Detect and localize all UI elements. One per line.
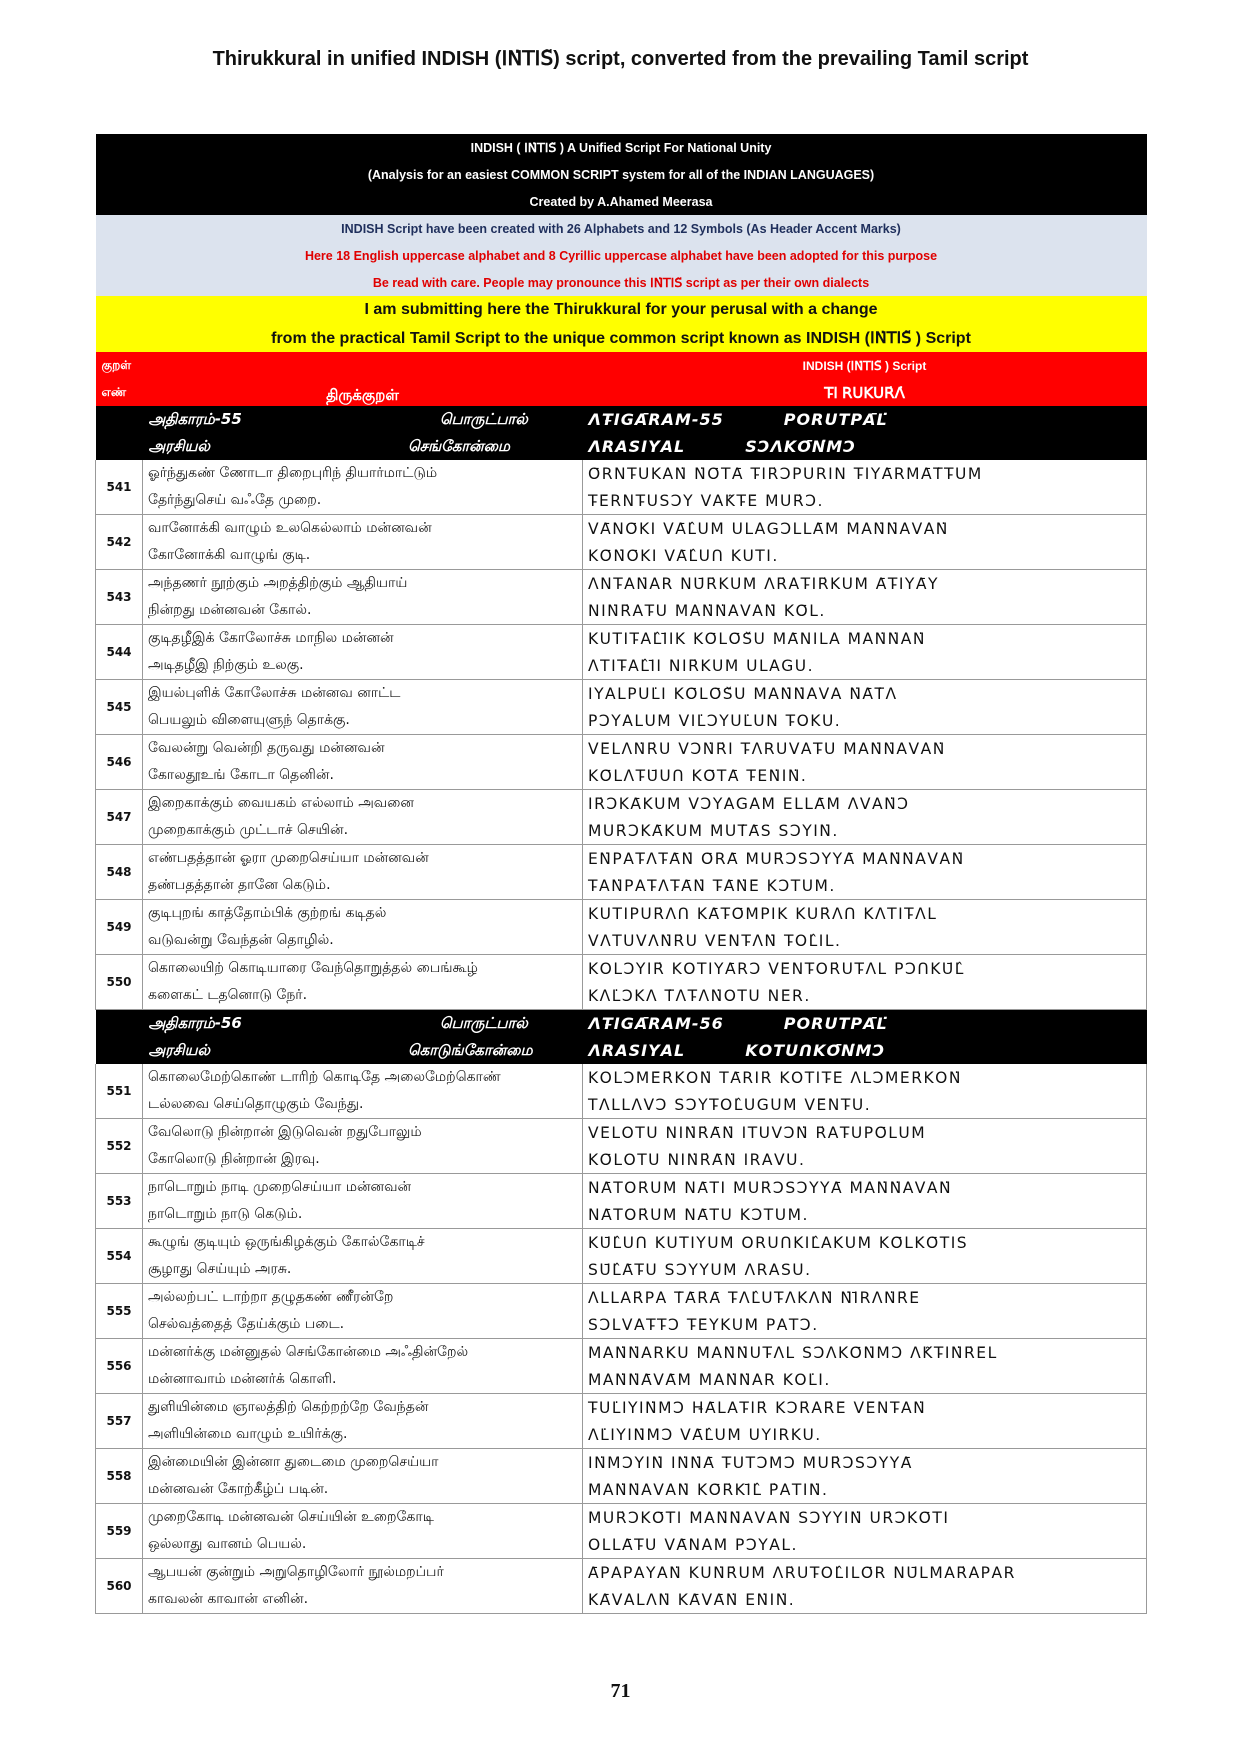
kural-number: 554 [96, 1229, 143, 1284]
header-tamil: திருக்குறள் [143, 352, 583, 406]
kural-indish-line-2: ꓗꓮ̄ꓦꓮꓡꓥꓠ̇ ꓗꓮ̄ꓦꓮ̄ꓠ̇ ꓰꓠ̇ꓲꓠ̇. [583, 1586, 1147, 1614]
kural-tamil-line-2: கோனோக்கி வாழுங் குடி. [143, 542, 583, 570]
kural-row [96, 927, 1147, 955]
kural-row [96, 487, 1147, 515]
kural-row [96, 1586, 1147, 1614]
kural-indish-line-2: ꓠꓲꓠ̇ꓣ̇ꓮꓔ̵ꓴ ꓟꓮꓠ̇ꓠ̇ꓮꓦꓮꓠ̇ ꓗꓳ̄ꓡ. [583, 597, 1147, 625]
kural-number: 543 [96, 570, 143, 625]
kural-tamil-line-2: தண்பதத்தான் தானே கெடும். [143, 872, 583, 900]
header-number-bottom: எண் [96, 379, 143, 406]
kural-tamil-line-2: மன்னாவாம் மன்னர்க் கொளி. [143, 1366, 583, 1394]
kural-row [96, 872, 1147, 900]
kural-number: 548 [96, 845, 143, 900]
kural-indish-line-2: ꓔꓥꓡꓡꓥꓦꓛ ꓢꓛꓬꓔ̵ꓳꓡ̂ꓴꓖꓴꓟ ꓦꓰ̄ꓠꓔ̵ꓴ. [583, 1091, 1147, 1119]
kural-tamil-line-2: கோலொடு நின்றான் இரவு. [143, 1146, 583, 1174]
kural-row [96, 1064, 1147, 1091]
kural-tamil-line-1: மன்னர்க்கு மன்னுதல் செங்கோன்மை அஃதின்றேல் [143, 1339, 583, 1367]
info-alphabet-note: INDISH Script have been created with 26 Alphabets and 12 Symbols (As Header Accent Marks) [96, 215, 1147, 242]
kural-row [96, 1091, 1147, 1119]
kural-indish-line-2: ꓗꓳ̄ꓡꓥꓔ̵ꓴ̄ꓴꓵ ꓗꓳ̄ꓔꓮ̄ ꓔ̵ꓰꓠ̇ꓲꓠ̇. [583, 762, 1147, 790]
kural-tamil-line-1: துளியின்மை ஞாலத்திற் கெற்றற்றே வேந்தன் [143, 1394, 583, 1422]
kural-row [96, 1146, 1147, 1174]
info-dialect-note: Be read with care. People may pronounce this ꓲꓠ̇ꓔꓲꓢ̃ script as per their own dialects [96, 269, 1147, 296]
kural-tamil-line-1: இயல்புளிக் கோலோச்சு மன்னவ னாட்ட [143, 680, 583, 708]
chapter-tamil-cell [143, 1010, 583, 1038]
kural-number: 555 [96, 1284, 143, 1339]
kural-number: 542 [96, 515, 143, 570]
kural-tamil-line-2: நின்றது மன்னவன் கோல். [143, 597, 583, 625]
kural-tamil-line-2: அளியின்மை வாழும் உயிர்க்கு. [143, 1421, 583, 1449]
chapter-number-cell [96, 406, 143, 433]
kural-row [96, 790, 1147, 818]
chapter-tamil-section: செங்கோன்மை [407, 436, 510, 455]
kural-indish-line-2: ꓢꓛꓡꓦꓮꓔ̵ꓔ̵ꓛ ꓔ̵ꓰ̄ꓬꓗꓴꓟ ꓑꓮꓔꓛ. [583, 1311, 1147, 1339]
kural-indish-line-2: ꓔ̵ꓰ̄ꓣꓠꓔ̵ꓴꓢꓛꓬ ꓦꓮꓗ̃ꓔ̵ꓰ̄ ꓟꓴꓣ̇ꓛ. [583, 487, 1147, 515]
kural-tamil-line-1: ஆபயன் குன்றும் அறுதொழிலோர் நூல்மறப்பர் [143, 1559, 583, 1587]
kural-row [96, 542, 1147, 570]
kural-number: 550 [96, 955, 143, 1010]
chapter-indish-label: ꓥꓔ̵ꓲꓖꓮ̄ꓣꓮꓟ-55 [588, 410, 724, 429]
kural-indish-line-1: ꓲꓣ̇ꓛꓗꓮ̄ꓗꓴꓟ ꓦꓛꓬꓮꓖꓮꓟ ꓰꓡꓡꓮ̄ꓟ ꓥꓦꓮꓠ̇ꓛ [583, 790, 1147, 818]
kural-indish-line-1: ꓗꓳꓡꓛꓬꓲꓣ̇ ꓗꓳꓔꓲꓬꓮ̄ꓣꓛ ꓦꓰ̄ꓠꓔ̵ꓳꓣ̇ꓴꓔ̵ꓥꓡ ꓑꓛꓵꓗꓴ̄ꓡ̂ [583, 955, 1147, 983]
chapter-number-cell [96, 1037, 143, 1064]
kural-number: 553 [96, 1174, 143, 1229]
chapter-indish-section: ꓗꓳꓔꓴꓵꓗꓳ̄ꓠ̇ꓟꓛ [745, 1041, 886, 1060]
kural-tamil-line-2: அடிதழீஇ நிற்கும் உலகு. [143, 652, 583, 680]
kural-row [96, 1339, 1147, 1367]
chapter-number-cell [96, 433, 143, 460]
kural-indish-line-2: ꓟꓮꓠ̇ꓠ̇ꓮꓦꓮꓠ̇ ꓗꓳ̄ꓣ̇ꓗꓲ̄ꓡ̂ ꓑ̇ꓮꓔꓲꓠ̇. [583, 1476, 1147, 1504]
kural-tamil-line-1: குடிபுறங் காத்தோம்பிக் குற்றங் கடிதல் [143, 900, 583, 928]
kural-indish-line-1: ꓗꓴ̄ꓡ̂ꓴꓵ ꓗꓴꓔꓲꓬꓴꓟ ꓳꓣꓴꓵꓗꓲꓡ̂ꓮꓗꓴꓟ ꓗꓳ̄ꓡꓗꓳ̄ꓔꓲꓢ [583, 1229, 1147, 1257]
kural-tamil-line-1: அல்லற்பட் டாற்றா தழுதகண் ணீரன்றே [143, 1284, 583, 1312]
banner-author: Created by A.Ahamed Meerasa [96, 188, 1147, 215]
kural-row [96, 1119, 1147, 1147]
chapter-tamil-section: பொருட்பால் [439, 1013, 528, 1032]
chapter-tamil-label: அதிகாரம்-55 [148, 409, 242, 428]
kural-tamil-line-2: களைகட் டதனொடு நேர். [143, 982, 583, 1010]
kural-indish-line-1: ꓦꓮ̄ꓠꓳ̄ꓗꓲ ꓦꓮ̄ꓡ̂ꓴꓟ ꓴꓡꓮꓖꓛꓡꓡꓮ̄ꓟ ꓟꓮꓠ̇ꓠ̇ꓮꓦꓮꓠ̇ [583, 515, 1147, 543]
kural-tamil-line-2: கோலதூஉங் கோடா தெனின். [143, 762, 583, 790]
kural-indish-line-1: ꓲꓠ̇ꓟꓛꓬꓲꓠ̇ ꓲꓠ̇ꓠ̇ꓮ̄ ꓔ̵ꓴꓔꓛꓟꓛ ꓟꓴꓣ̇ꓛꓢꓛꓬꓬꓮ̄ [583, 1449, 1147, 1477]
chapter-tamil-label: அதிகாரம்-56 [148, 1013, 242, 1032]
kural-indish-line-2: ꓗꓥꓡ̇ꓛꓗꓥ ꓔ̇ꓥꓔ̵ꓥꓠ̇ꓳꓔꓴ ꓠꓰ̄ꓣ. [583, 982, 1147, 1010]
kural-indish-line-2: ꓟꓮꓠ̇ꓠ̇ꓮ̄ꓦꓮ̄ꓟ ꓟꓮꓠ̇ꓠ̇ꓮꓣ ꓗꓳꓡ̇ꓲ. [583, 1366, 1147, 1394]
kural-indish-line-1: ꓦꓰ̄ꓡꓳꓔꓴ ꓠꓲꓠ̇ꓣ̇ꓮ̄ꓠ̇ ꓲꓔꓴꓦꓛꓠ̇ ꓣ̇ꓮꓔ̵ꓴꓑꓳ̄ꓡꓴꓟ [583, 1119, 1147, 1147]
kural-indish-line-1: ꓲꓬꓮꓡꓑꓴꓡ̇ꓲ ꓗꓳ̄ꓡꓳ̄ꓢ̌ꓴ ꓟꓮꓠ̇ꓠ̇ꓮꓦꓮ ꓠ̇ꓮ̄ꓔ̇ꓥ [583, 680, 1147, 708]
kural-indish-line-2: ꓳꓡꓡꓮ̄ꓔ̵ꓴ ꓦꓮ̄ꓠꓮꓟ ꓑꓛꓬꓮꓡ. [583, 1531, 1147, 1559]
chapter-indish-section: ꓑꓳꓣꓴꓔꓑꓮ̄ꓡ̇ [783, 1014, 888, 1033]
kural-row [96, 570, 1147, 598]
kural-tamil-line-2: வடுவன்று வேந்தன் தொழில். [143, 927, 583, 955]
kural-indish-line-2: ꓠꓮ̄ꓔꓳꓣ̇ꓴꓟ ꓠꓮ̄ꓔꓴ ꓗꓛꓔꓴꓟ. [583, 1201, 1147, 1229]
chapter-tamil-section: பொருட்பால் [439, 409, 528, 428]
chapter-indish-section: ꓑꓳꓣꓴꓔꓑꓮ̄ꓡ̇ [783, 410, 888, 429]
chapter-indish-cell [583, 406, 1147, 433]
kural-tamil-line-1: முறைகோடி மன்னவன் செய்யின் உறைகோடி [143, 1504, 583, 1532]
header-indish-top: INDISH (ꓲꓠ̇ꓔꓲꓢ̃ ) Script [583, 352, 1147, 379]
kural-tamil-line-2: ஒல்லாது வானம் பெயல். [143, 1531, 583, 1559]
kural-indish-line-1: ꓟꓮꓠ̇ꓠ̇ꓮꓣꓗꓴ ꓟꓮꓠ̇ꓠ̇ꓴꓔ̵ꓥꓡ ꓢꓛꓥꓗꓳ̄ꓠ̇ꓟꓛ ꓥꓗ̃ꓔ̵ꓲꓠ̇ꓣ̇ꓰ̄ꓡ [583, 1339, 1147, 1367]
kural-indish-line-1: ꓗꓴꓔꓲꓔ̵ꓮꓡ̂ꓲ̄ꓲꓗ ꓗꓳ̄ꓡꓳ̄ꓢ̌ꓴ ꓟꓮ̄ꓠꓲꓡꓮ ꓟꓮꓠ̇ꓠ̇ꓮꓠ̇ [583, 625, 1147, 653]
kural-indish-line-2: ꓑꓛꓬꓮꓡꓴꓟ ꓦꓲꓡ̇ꓛꓬꓴꓡ̇ꓴꓠ ꓔ̵ꓳꓗꓴ. [583, 707, 1147, 735]
kural-tamil-line-2: பெயலும் விளையுளுந் தொக்கு. [143, 707, 583, 735]
kural-number: 545 [96, 680, 143, 735]
header-indish-bottom: ꓔ̵ꓲ ꓣꓴꓗꓴꓣ̇ꓥ̇ [583, 379, 1147, 406]
kural-row [96, 1229, 1147, 1257]
banner-subtitle: (Analysis for an easiest COMMON SCRIPT system for all of the INDIAN LANGUAGES) [96, 161, 1147, 188]
chapter-tamil-label: அரசியல் [148, 436, 210, 455]
kural-row [96, 597, 1147, 625]
kural-indish-line-2: ꓟꓴꓣ̇ꓛꓗꓮ̄ꓗꓴꓟ ꓟꓴꓔ̇ꓮ̄ꓢ ꓢꓛꓬꓲꓠ̇. [583, 817, 1147, 845]
kural-row [96, 707, 1147, 735]
kural-row [96, 955, 1147, 983]
kural-number: 546 [96, 735, 143, 790]
kural-tamil-line-1: கொலையிற் கொடியாரை வேந்தொறுத்தல் பைங்கூழ் [143, 955, 583, 983]
kural-row [96, 735, 1147, 763]
kural-row [96, 1174, 1147, 1202]
kural-row [96, 680, 1147, 708]
chapter-indish-cell [583, 1010, 1147, 1038]
chapter-header-row [96, 406, 1147, 433]
kural-tamil-line-2: நாடொறும் நாடு கெடும். [143, 1201, 583, 1229]
kural-tamil-line-2: மன்னவன் கோற்கீழ்ப் படின். [143, 1476, 583, 1504]
kural-tamil-line-2: தேர்ந்துசெய் வஃதே முறை. [143, 487, 583, 515]
chapter-indish-section: ꓢꓛꓥꓗꓳ̄ꓠ̇ꓟꓛ [745, 437, 856, 456]
kural-indish-line-1: ꓰꓠ̇ꓑꓮꓔ̵ꓥꓔ̵ꓮ̄ꓠ̇ ꓳ̄ꓣꓮ̄ ꓟꓴꓣ̇ꓛꓢꓛꓬꓬꓮ̄ ꓟꓮꓠ̇ꓠ̇ꓮꓦꓮꓠ̇ [583, 845, 1147, 873]
kural-tamil-line-2: சூழாது செய்யும் அரசு. [143, 1256, 583, 1284]
chapter-indish-label: ꓥꓣꓮꓢꓲꓬꓮꓡ [588, 437, 686, 456]
kural-indish-line-1: ꓦꓰ̄ꓡꓥꓠ̇ꓣ̇ꓴ ꓦꓛꓠ̇ꓣ̇ꓲ ꓔ̵ꓥꓣꓴꓦꓮꓔ̵ꓴ ꓟꓮꓠ̇ꓠ̇ꓮꓦꓮꓠ̇ [583, 735, 1147, 763]
chapter-indish-cell [583, 1037, 1147, 1064]
kural-row [96, 817, 1147, 845]
kural-tamil-line-1: கொலைமேற்கொண் டாரிற் கொடிதே அலைமேற்கொண் [143, 1064, 583, 1091]
kural-tamil-line-1: அந்தணர் நூற்கும் அறத்திற்கும் ஆதியாய் [143, 570, 583, 598]
kural-indish-line-1: ꓥꓠꓔ̵ꓮꓠ̇ꓮꓣ ꓠꓴ̄ꓣ̇ꓗꓴꓟ ꓥꓣ̇ꓮꓔ̵ꓲꓣ̇ꓗꓴꓟ ꓮ̄ꓔ̵ꓲꓬꓮ̄ꓬ [583, 570, 1147, 598]
kural-row [96, 762, 1147, 790]
kural-row [96, 625, 1147, 653]
kural-row [96, 1394, 1147, 1422]
kural-row [96, 460, 1147, 487]
kural-row [96, 515, 1147, 543]
kural-indish-line-1: ꓗꓴꓔꓲꓑꓴꓣ̇ꓥꓵ ꓗꓮ̄ꓔ̵ꓳ̄ꓟꓑꓲꓗ ꓗꓴꓣ̇ꓥꓵ ꓗꓥꓔꓲꓔ̵ꓥꓡ [583, 900, 1147, 928]
chapter-indish-cell [583, 433, 1147, 460]
kural-tamil-line-1: நாடொறும் நாடி முறைசெய்யா மன்னவன் [143, 1174, 583, 1202]
kural-number: 547 [96, 790, 143, 845]
kural-indish-line-1: ꓟꓴꓣ̇ꓛꓗꓳ̄ꓔꓲ ꓟꓮꓠ̇ꓠ̇ꓮꓦꓮꓠ̇ ꓢꓛꓬꓬꓲꓠ̇ ꓴꓣ̇ꓛꓗꓳ̄ꓔꓲ [583, 1504, 1147, 1532]
kural-tamil-line-1: இறைகாக்கும் வையகம் எல்லாம் அவனை [143, 790, 583, 818]
kural-indish-line-1: ꓗꓳꓡꓛꓟꓰ̄ꓣ̇ꓗꓳꓠ̇ ꓔꓮ̄ꓣꓲꓣ̇ ꓗꓳꓔꓲꓔ̵ꓰ̄ ꓥꓡꓛꓟꓰ̄ꓣ̇ꓗꓳꓠ̇ [583, 1064, 1147, 1091]
kural-number: 557 [96, 1394, 143, 1449]
kural-tamil-line-1: வேலொடு நின்றான் இடுவென் றதுபோலும் [143, 1119, 583, 1147]
kural-indish-line-2: ꓢꓴ̄ꓡ̂ꓮ̄ꓔ̵ꓴ ꓢꓛꓬꓬꓴꓟ ꓥꓣꓮꓢꓴ. [583, 1256, 1147, 1284]
kural-indish-line-2: ꓥꓔꓲꓔ̵ꓮꓡ̂ꓲ̄ꓲ ꓠꓲꓣ̇ꓗꓴꓟ ꓴꓡꓮꓖꓴ. [583, 652, 1147, 680]
kural-indish-line-2: ꓗꓳ̄ꓠ̇ꓳ̄ꓗꓲ ꓦꓮ̄ꓡ̂ꓴꓵ ꓗꓴꓔꓲ. [583, 542, 1147, 570]
kural-indish-line-1: ꓮ̄ꓑꓮꓑꓮꓬꓮꓠ̇ ꓗꓴꓠ̇ꓣ̇ꓴꓟ ꓥꓣ̇ꓴꓔ̵ꓳꓡ̂ꓲꓡꓳ̄ꓣ ꓠꓴ̄ꓡꓟꓮꓣ̇ꓮꓑꓮꓣ [583, 1559, 1147, 1587]
kural-indish-line-2: ꓗꓳ̄ꓡꓳꓔꓴ ꓠꓲꓠ̇ꓣ̇ꓮ̄ꓠ̇ ꓲꓣꓮꓦꓴ. [583, 1146, 1147, 1174]
chapter-tamil-cell [143, 1037, 583, 1064]
chapter-header-row [96, 1037, 1147, 1064]
kural-number: 544 [96, 625, 143, 680]
kural-number: 549 [96, 900, 143, 955]
kural-tamil-line-1: கூழுங் குடியும் ஒருங்கிழக்கும் கோல்கோடிச் [143, 1229, 583, 1257]
info-source-note: Here 18 English uppercase alphabet and 8 Cyrillic uppercase alphabet have been adopted for this purpose [96, 242, 1147, 269]
kural-row [96, 1531, 1147, 1559]
header-number-top: குறள் [96, 352, 143, 379]
kural-row [96, 1476, 1147, 1504]
kural-row [96, 1504, 1147, 1532]
kural-number: 551 [96, 1064, 143, 1119]
kural-row [96, 1311, 1147, 1339]
page-title: Thirukkural in unified INDISH (ꓲꓠ̇ꓔꓲꓢ̃) script, converted from the prevailing Tamil script [212, 48, 1029, 70]
chapter-header-row [96, 433, 1147, 460]
kural-tamil-line-2: காவலன் காவான் எனின். [143, 1586, 583, 1614]
kural-indish-line-2: ꓦꓥꓔꓴꓦꓥꓠ̇ꓣ̇ꓴ ꓦꓰ̄ꓠꓔ̵ꓥꓠ̇ ꓔ̵ꓳꓡ̂ꓲꓡ. [583, 927, 1147, 955]
kural-row [96, 1201, 1147, 1229]
kural-row [96, 1421, 1147, 1449]
kural-tamil-line-1: வேலன்று வென்றி தருவது மன்னவன் [143, 735, 583, 763]
kural-row [96, 982, 1147, 1010]
kural-number: 560 [96, 1559, 143, 1614]
kural-number: 558 [96, 1449, 143, 1504]
kural-indish-line-1: ꓠꓮ̄ꓔꓳꓣ̇ꓴꓟ ꓠꓮ̄ꓔꓲ ꓟꓴꓣ̇ꓛꓢꓛꓬꓬꓮ̄ ꓟꓮꓠ̇ꓠ̇ꓮꓦꓮꓠ̇ [583, 1174, 1147, 1202]
kural-table [95, 134, 1147, 1614]
kural-indish-line-1: ꓳ̄ꓣꓠꓔ̵ꓴꓗꓮꓠ̇ ꓠ̇ꓳ̄ꓔꓮ̄ ꓔ̵ꓲꓣ̇ꓛꓑꓴꓣꓲꓠ ꓔ̵ꓲꓬꓮ̄ꓣꓟꓮ̄ꓔ̇ꓔ̵ꓴꓟ [583, 460, 1147, 487]
kural-row [96, 1449, 1147, 1477]
chapter-tamil-cell [143, 433, 583, 460]
chapter-tamil-section: கொடுங்கோன்மை [407, 1040, 533, 1059]
kural-number: 552 [96, 1119, 143, 1174]
kural-tamil-line-1: இன்மையின் இன்னா துடைமை முறைசெய்யா [143, 1449, 583, 1477]
kural-number: 541 [96, 460, 143, 515]
chapter-tamil-cell [143, 406, 583, 433]
submission-note-1: I am submitting here the Thirukkural for your perusal with a change [96, 296, 1147, 324]
chapter-indish-label: ꓥꓣꓮꓢꓲꓬꓮꓡ [588, 1041, 686, 1060]
kural-row [96, 652, 1147, 680]
kural-tamil-line-1: வானோக்கி வாழும் உலகெல்லாம் மன்னவன் [143, 515, 583, 543]
kural-tamil-line-2: முறைகாக்கும் முட்டாச் செயின். [143, 817, 583, 845]
chapter-tamil-label: அரசியல் [148, 1040, 210, 1059]
kural-indish-line-2: ꓥꓡ̇ꓲꓬꓲꓠ̇ꓟꓛ ꓦꓮ̄ꓡ̂ꓴꓟ ꓴꓬꓲꓣꓗꓴ. [583, 1421, 1147, 1449]
kural-tamil-line-2: டல்லவை செய்தொழுகும் வேந்து. [143, 1091, 583, 1119]
kural-indish-line-1: ꓔ̵ꓴꓡ̇ꓲꓬꓲꓠ̇ꓟꓛ ꓧ̵ꓮ̄ꓡꓮꓔ̵ꓲꓣ̇ ꓗꓛꓣ̇ꓮꓣ̇ꓰ̄ ꓦꓰ̄ꓠꓔ̵ꓮꓠ̇ [583, 1394, 1147, 1422]
kural-tamil-line-1: குடிதழீஇக் கோலோச்சு மாநில மன்னன் [143, 625, 583, 653]
chapter-number-cell [96, 1010, 143, 1038]
page-number: 71 [610, 1680, 631, 1702]
kural-row [96, 1559, 1147, 1587]
kural-row [96, 845, 1147, 873]
kural-row [96, 1256, 1147, 1284]
kural-row [96, 1284, 1147, 1312]
banner-title: INDISH ( ꓲꓠ̇ꓔꓲꓢ̃ ) A Unified Script For National Unity [96, 134, 1147, 161]
submission-note-2: from the practical Tamil Script to the unique common script known as INDISH (ꓲꓠ̇ꓔꓲꓢ̃ ) Script [96, 324, 1147, 352]
chapter-indish-label: ꓥꓔ̵ꓲꓖꓮ̄ꓣꓮꓟ-56 [588, 1014, 724, 1033]
kural-number: 556 [96, 1339, 143, 1394]
chapter-header-row [96, 1010, 1147, 1038]
kural-indish-line-1: ꓥꓡꓡꓮꓣ̇ꓑꓮ ꓔ̇ꓮ̄ꓣ̇ꓮ̄ ꓔ̵ꓥꓡ̂ꓴꓔ̵ꓥꓗꓥꓠ̇ ꓠ̇ꓲ̄ꓣꓥꓠ̇ꓣ̇ꓰ̄ [583, 1284, 1147, 1312]
kural-row [96, 900, 1147, 928]
kural-row [96, 1366, 1147, 1394]
kural-tamil-line-1: ஓர்ந்துகண் ணோடா திறைபுரிந் தியார்மாட்டும் [143, 460, 583, 487]
kural-indish-line-2: ꓔ̵ꓮꓠ̇ꓑꓮꓔ̵ꓥꓔ̵ꓮ̄ꓠ̇ ꓔ̵ꓮ̄ꓠ̇ꓰ̄ ꓗꓛꓔꓴꓟ. [583, 872, 1147, 900]
kural-tamil-line-2: செல்வத்தைத் தேய்க்கும் படை. [143, 1311, 583, 1339]
kural-number: 559 [96, 1504, 143, 1559]
kural-tamil-line-1: எண்பதத்தான் ஓரா முறைசெய்யா மன்னவன் [143, 845, 583, 873]
